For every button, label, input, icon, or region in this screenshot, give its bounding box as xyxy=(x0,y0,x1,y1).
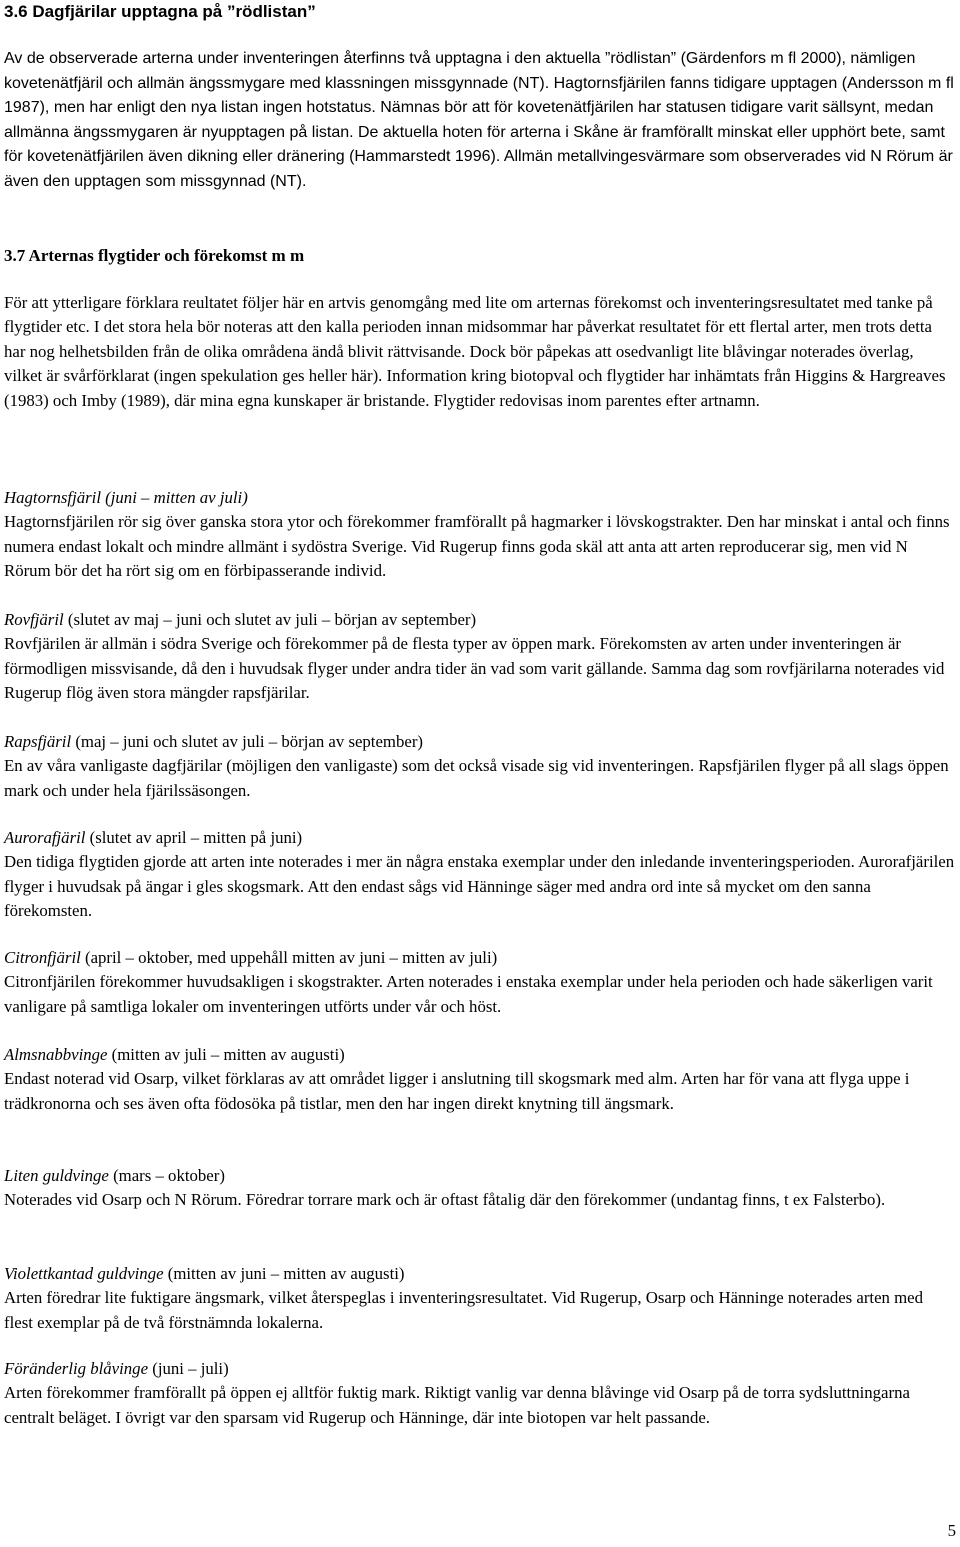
species-entry-liten-guldvinge xyxy=(4,1164,956,1213)
species-entry-foranderlig-blavinge xyxy=(4,1357,956,1430)
flight-times-intro-paragraph: För att ytterligare förklara reultatet följer här en artvis genomgång med lite om arternas förekomst och inventeringsresultatet med tanke på flygtider etc. I det stora hela bör noteras att den kalla perioden innan midsommar har påverkat resultatet för ett flertal arter, men trots detta har nog helhetsbilden från de olika områdena ändå blivit rättvisande. Dock bör påpekas att osedvanligt lite blåvingar noterades överlag, vilket är svårförklarat (ingen spekulation ges heller här). Information kring biotopval och flygtider har inhämtats från Higgins & Hargreaves (1983) och Imby (1989), där mina egna kunskaper är bristande. Flygtider redovisas inom parentes efter artnamn. xyxy=(4,293,946,410)
species-entry-rapsfjaril xyxy=(4,730,956,803)
species-flight-period: (mitten av juli – mitten av augusti) xyxy=(107,1045,345,1064)
species-description: Arten förekommer framförallt på öppen ej alltför fuktig mark. Riktigt vanlig var denna blåvinge vid Osarp på de torra sydsluttningarna centralt beläget. I övrigt var den sparsam vid Rugerup och Hänninge, där inte biotopen var helt passande. xyxy=(4,1383,910,1427)
species-name: Aurorafjäril xyxy=(4,828,86,847)
species-description: Arten föredrar lite fuktigare ängsmark, vilket återspeglas i inventeringsresultatet. Vid Rugerup, Osarp och Hänninge noterades arten med flest exemplar på de två förstnämnda lokalerna. xyxy=(4,1288,924,1332)
species-entry-citronfjaril xyxy=(4,946,956,1019)
species-description: Endast noterad vid Osarp, vilket förklaras av att området ligger i anslutning till skogsmark med alm. Arten har för vana att flyga uppe i trädkronorna och ses även ofta födosöka på tistlar, men den har ingen direkt knytning till ängsmark. xyxy=(4,1069,910,1113)
species-flight-period: (slutet av april – mitten på juni) xyxy=(85,828,303,847)
species-flight-period: (maj – juni och slutet av juli – början av september) xyxy=(71,732,423,751)
species-entry-almsnabbvinge xyxy=(4,1043,956,1116)
species-description: Citronfjärilen förekommer huvudsakligen i skogstrakter. Arten noterades i enstaka exemplar under hela perioden och hade säkerligen varit vanligare på samtliga lokaler om inventeringen utförts under vår och höst. xyxy=(4,972,933,1016)
species-name: Rovfjäril xyxy=(4,610,64,629)
species-name: Almsnabbvinge xyxy=(4,1045,108,1064)
species-flight-period: (april – oktober, med uppehåll mitten av juni – mitten av juli) xyxy=(80,948,498,967)
species-description: Den tidiga flygtiden gjorde att arten inte noterades i mer än några enstaka exemplar under den inledande inventeringsperioden. Aurorafjärilen flyger i huvudsak på ängar i gles skogsmark. Att den endast sågs vid Hänninge säger med andra ord inte så mycket om den sanna förekomsten. xyxy=(4,852,955,921)
species-flight-period: (mars – oktober) xyxy=(108,1166,225,1185)
species-entry-violettkantad-guldvinge xyxy=(4,1262,956,1335)
species-description: En av våra vanligaste dagfjärilar (möjligen den vanligaste) som det också visade sig vid inventeringen. Rapsfjärilen flyger på all slags öppen mark och under hela fjärilssäsongen. xyxy=(4,756,949,800)
section-heading-3-7: 3.7 Arternas flygtider och förekomst m m xyxy=(4,246,305,265)
species-description: Hagtornsfjärilen rör sig över ganska stora ytor och förekommer framförallt på hagmarker i lövskogstrakter. Den har minskat i antal och finns numera endast lokalt och mindre allmänt i sydöstra Sverige. Vid Rugerup finns goda skäl att anta att arten reproducerar sig, men vid N Rörum bör det ha rört sig om en förbipasserande individ. xyxy=(4,512,950,581)
species-entry-rovfjaril xyxy=(4,608,956,706)
species-name: Citronfjäril xyxy=(4,948,81,967)
species-description: Rovfjärilen är allmän i södra Sverige och förekommer på de flesta typer av öppen mark. Förekomsten av arten under inventeringen är förmodligen missvisande, då den i huvudsak flyger under andra tider än vad som varit gällande. Samma dag som rovfjärilarna noterades vid Rugerup flög även stora mängder rapsfjärilar. xyxy=(4,634,945,703)
species-entry-aurorafjaril xyxy=(4,826,956,924)
species-name: Föränderlig blåvinge xyxy=(4,1359,149,1378)
section-heading-3-6: 3.6 Dagfjärilar upptagna på ”rödlistan” xyxy=(4,2,316,21)
species-flight-period: (juni – juli) xyxy=(148,1359,229,1378)
species-flight-period: (mitten av juni – mitten av augusti) xyxy=(163,1264,405,1283)
species-name: Rapsfjäril xyxy=(4,732,72,751)
species-description: Noterades vid Osarp och N Rörum. Föredrar torrare mark och är oftast fåtalig där den förekommer (undantag finns, t ex Falsterbo). xyxy=(4,1190,886,1210)
species-entry-hagtornsfjaril xyxy=(4,486,956,584)
page-number: 5 xyxy=(947,1521,956,1540)
species-flight-period: (slutet av maj – juni och slutet av juli – början av september) xyxy=(63,610,477,629)
species-name: Violettkantad guldvinge xyxy=(4,1264,164,1283)
species-name: Liten guldvinge xyxy=(4,1166,109,1185)
species-name: Hagtornsfjäril (juni – mitten av juli) xyxy=(4,488,248,507)
redlist-paragraph: Av de observerade arterna under inventeringen återfinns två upptagna i den aktuella ”rödlistan” (Gärdenfors m fl 2000), nämligen kovetenätfjäril och allmän ängssmygare med klassningen missgynnade (NT). Hagtornsfjärilen fanns tidigare upptagen (Andersson m fl 1987), men har enligt den nya listan ingen hotstatus. Nämnas bör att för kovetenätfjärilen har statusen tidigare varit sällsynt, medan allmänna ängssmygaren är nyupptagen på listan. De aktuella hoten för arterna i Skåne är framförallt minskat eller upphört bete, samt för kovetenätfjärilen även dikning eller dränering (Hammarstedt 1996). Allmän metallvingesvärmare som observerades vid N Rörum är även den upptagen som missgynnad (NT). xyxy=(4,50,954,190)
